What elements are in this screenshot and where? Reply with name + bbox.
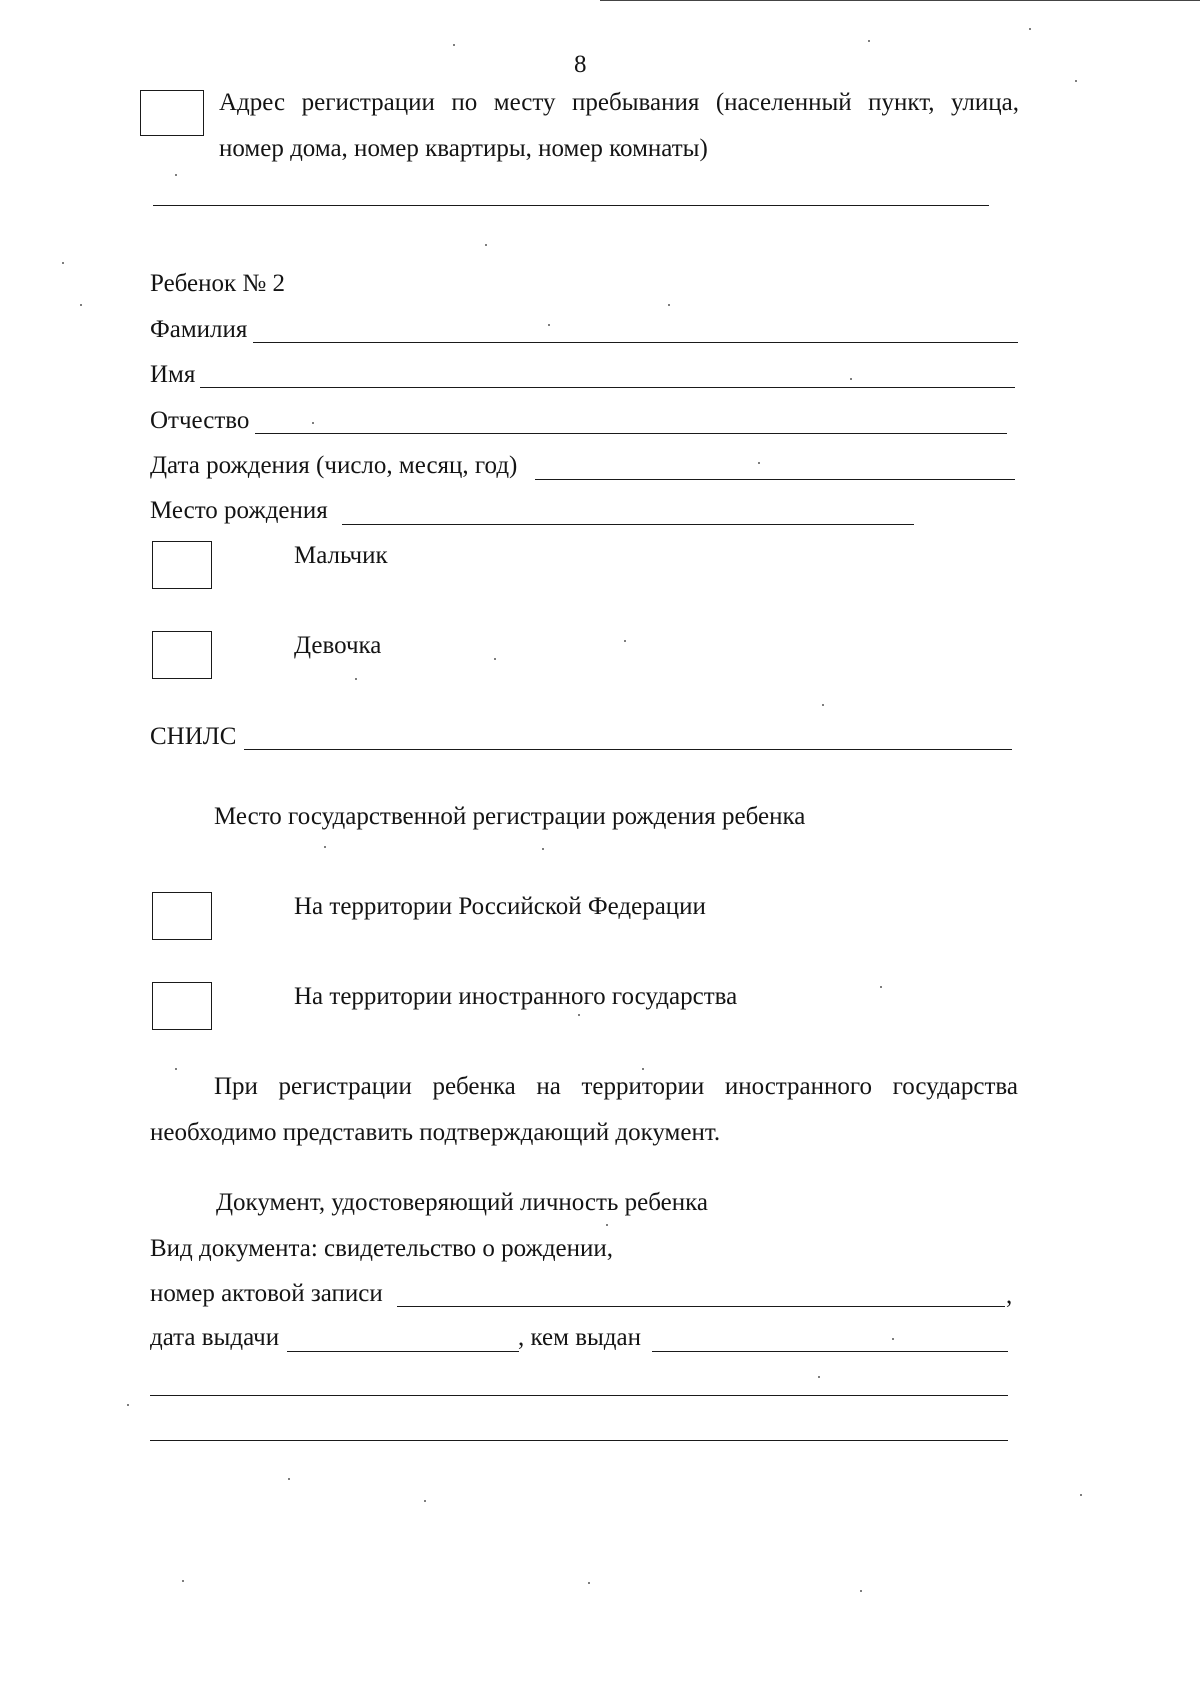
scan-speck <box>127 1404 129 1406</box>
address-text-line2: номер дома, номер квартиры, номер комнаты) <box>219 135 708 162</box>
girl-checkbox[interactable] <box>152 631 212 679</box>
issued-by-label: , кем выдан <box>518 1324 641 1351</box>
record-number-suffix: , <box>1006 1282 1013 1309</box>
boy-option-label: Мальчик <box>294 542 388 569</box>
scan-speck <box>494 658 496 660</box>
address-input-line[interactable] <box>153 205 989 206</box>
scan-speck <box>1075 80 1077 82</box>
russia-checkbox[interactable] <box>152 892 212 940</box>
foreign-country-checkbox[interactable] <box>152 982 212 1030</box>
top-edge-rule <box>600 0 1200 1</box>
scan-speck <box>485 244 487 246</box>
russia-option-label: На территории Российской Федерации <box>294 893 706 920</box>
scan-speck <box>355 678 357 680</box>
name-input-line[interactable] <box>200 387 1015 388</box>
scan-speck <box>288 1478 290 1480</box>
scan-speck <box>880 986 882 988</box>
scan-speck <box>588 1582 590 1584</box>
record-number-label: номер актовой записи <box>150 1280 383 1307</box>
scan-speck <box>542 848 544 850</box>
name-label: Имя <box>150 361 196 388</box>
foreign-note-line1: При регистрации ребенка на территории иностранного государства <box>214 1073 1018 1100</box>
birth-place-label: Место рождения <box>150 497 328 524</box>
scan-speck <box>453 44 455 46</box>
scan-speck <box>175 1068 177 1070</box>
scan-speck <box>624 640 626 642</box>
patronymic-label: Отчество <box>150 407 250 434</box>
scan-speck <box>758 462 760 464</box>
issue-date-label: дата выдачи <box>150 1324 280 1351</box>
scan-speck <box>424 1500 426 1502</box>
scan-speck <box>892 1338 894 1340</box>
identity-document-heading: Документ, удостоверяющий личность ребенка <box>216 1189 708 1216</box>
address-text-line1: Адрес регистрации по месту пребывания (населенный пункт, улица, <box>219 89 1019 116</box>
issue-date-input-line[interactable] <box>287 1351 519 1352</box>
address-checkbox[interactable] <box>140 90 204 136</box>
surname-input-line[interactable] <box>253 342 1018 343</box>
child-heading: Ребенок № 2 <box>150 270 286 297</box>
issued-by-continuation-line-2[interactable] <box>150 1440 1008 1441</box>
scan-speck <box>312 422 314 424</box>
document-type-text: Вид документа: свидетельство о рождении, <box>150 1235 614 1262</box>
issued-by-input-line[interactable] <box>652 1351 1008 1352</box>
birth-date-input-line[interactable] <box>535 479 1015 480</box>
scan-speck <box>182 1580 184 1582</box>
surname-label: Фамилия <box>150 316 248 343</box>
record-number-input-line[interactable] <box>397 1306 1005 1307</box>
registration-place-heading: Место государственной регистрации рождения ребенка <box>214 803 806 830</box>
scan-speck <box>818 1376 820 1378</box>
girl-option-label: Девочка <box>294 632 382 659</box>
snils-input-line[interactable] <box>244 749 1012 750</box>
birth-place-input-line[interactable] <box>342 524 914 525</box>
scan-speck <box>1080 1494 1082 1496</box>
birth-date-label: Дата рождения (число, месяц, год) <box>150 452 518 479</box>
scan-speck <box>868 40 870 42</box>
patronymic-input-line[interactable] <box>255 433 1007 434</box>
scan-speck <box>1029 28 1031 30</box>
scan-speck <box>822 704 824 706</box>
foreign-note-line2: необходимо представить подтверждающий документ. <box>150 1119 721 1146</box>
scan-speck <box>668 304 670 306</box>
boy-checkbox[interactable] <box>152 541 212 589</box>
scan-speck <box>324 846 326 848</box>
scan-speck <box>850 378 852 380</box>
snils-label: СНИЛС <box>150 723 237 750</box>
scan-speck <box>548 324 550 326</box>
foreign-country-option-label: На территории иностранного государства <box>294 983 738 1010</box>
scan-speck <box>606 1224 608 1226</box>
scan-speck <box>175 174 177 176</box>
scan-speck <box>80 304 82 306</box>
scan-speck <box>642 1068 644 1070</box>
scan-speck <box>578 1014 580 1016</box>
issued-by-continuation-line-1[interactable] <box>150 1395 1008 1396</box>
scan-speck <box>860 1590 862 1592</box>
scan-speck <box>62 262 64 264</box>
page-number: 8 <box>574 51 587 78</box>
